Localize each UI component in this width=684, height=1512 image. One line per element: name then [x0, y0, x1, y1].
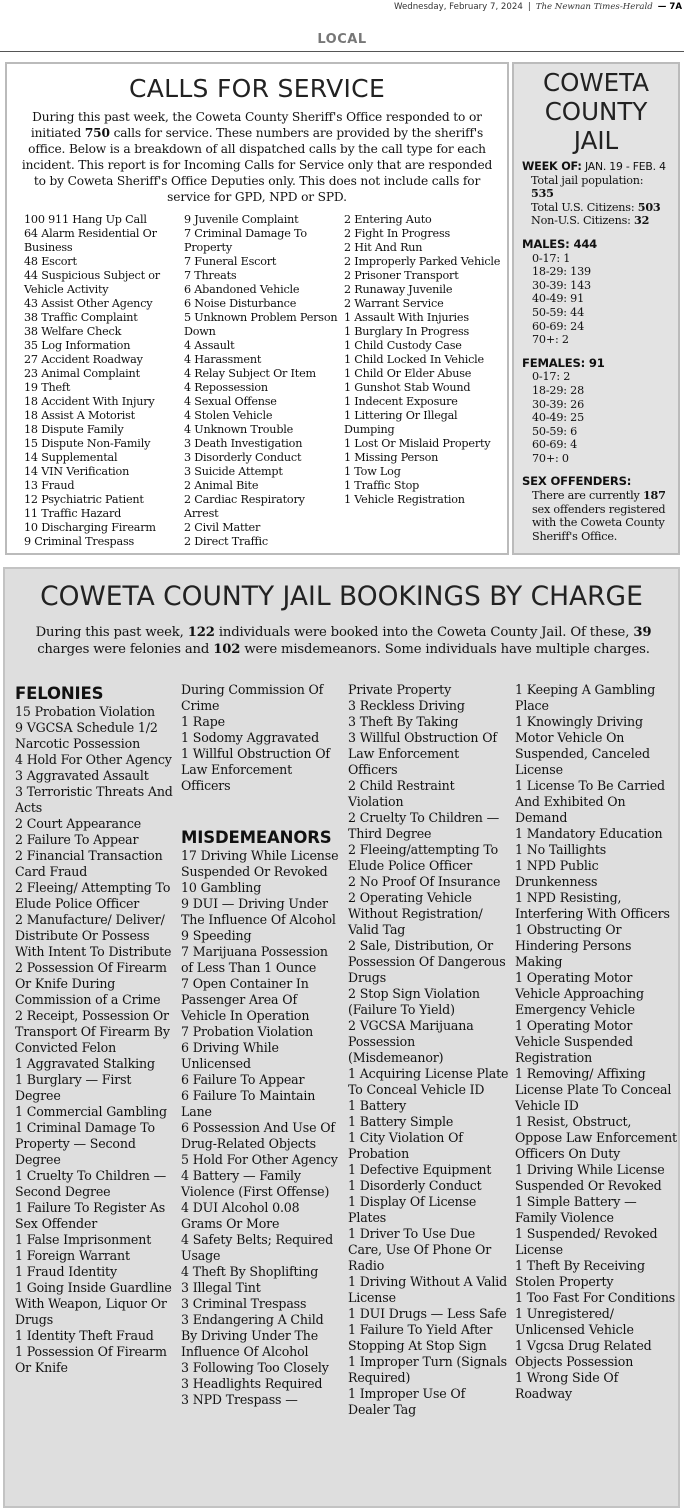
- charge-item: 1 Aggravated Stalking: [15, 1056, 155, 1071]
- charge-item: 1 Fraud Identity: [15, 1264, 117, 1279]
- charge-item: 2 Cruelty To Children — Third Degree: [348, 810, 500, 841]
- call-item: 4 Harassment: [184, 353, 262, 366]
- males-age-row: 50-59: 44: [532, 305, 585, 319]
- call-item: 2 Civil Matter: [184, 521, 261, 534]
- males-heading: MALES: 444: [522, 236, 598, 251]
- charge-item: 9 Speeding: [181, 928, 252, 943]
- charge-item: 3 Terroristic Threats And Acts: [15, 784, 173, 815]
- bookings-title: COWETA COUNTY JAIL BOOKINGS BY CHARGE: [40, 581, 643, 612]
- jail-stats-box: [512, 62, 680, 555]
- calls-intro: During this past week, the Coweta County Sheriff's Office responded to or initiated 750 calls for service. These numbers are provided by the sheriff's office. Below is a breakdown of all dispatched calls by the call type for each incident. This report is for Incoming Calls for Service only that are responded to by Coweta Sheriff's Office Deputies only. This does not include calls for service for GPD, NPD or SPD.: [21, 110, 493, 204]
- call-item: 1 Gunshot Stab Wound: [344, 381, 471, 394]
- charge-item: 1 Unregistered/ Unlicensed Vehicle: [515, 1306, 634, 1337]
- charge-item: Private Property: [348, 682, 452, 697]
- males-age-row: 0-17: 1: [532, 251, 571, 265]
- call-item: 2 Animal Bite: [184, 479, 259, 492]
- charge-item: 1 Vgcsa Drug Related Objects Possession: [515, 1338, 652, 1369]
- charge-item: 1 Possession Of Firearm Or Knife: [15, 1344, 167, 1375]
- issue-date: Wednesday, February 7, 2024: [393, 2, 523, 12]
- call-item: 1 Assault With Injuries: [344, 311, 469, 324]
- charge-item: 9 DUI — Driving Under The Influence Of Alcohol: [181, 896, 336, 927]
- call-item: 14 VIN Verification: [24, 465, 130, 478]
- call-item: 7 Funeral Escort: [184, 255, 277, 268]
- charge-item: 1 No Taillights: [515, 842, 607, 857]
- charge-item: 6 Possession And Use Of Drug-Related Objects: [181, 1120, 335, 1151]
- charge-item: 3 Aggravated Assault: [15, 768, 149, 783]
- charge-item: 2 Operating Vehicle Without Registration/ Valid Tag: [348, 890, 483, 937]
- calls-column-3: [344, 213, 506, 507]
- charge-item: 1 Disorderly Conduct: [348, 1178, 482, 1193]
- charge-item: 3 NPD Trespass —: [181, 1392, 298, 1407]
- call-item: 1 Vehicle Registration: [344, 493, 465, 506]
- females-heading: FEMALES: 91: [522, 355, 605, 370]
- charge-item: 3 Headlights Required: [181, 1376, 323, 1391]
- week-of: WEEK OF: JAN. 19 - FEB. 4: [522, 160, 666, 173]
- charge-item: 3 Theft By Taking: [348, 714, 459, 729]
- charge-item: 3 Illegal Tint: [181, 1280, 261, 1295]
- charge-item: 1 Battery Simple: [348, 1114, 454, 1129]
- charge-item: 1 NPD Resisting, Interfering With Officers: [515, 890, 670, 921]
- males-age-row: 30-39: 143: [532, 278, 591, 292]
- bookings-box: [3, 567, 680, 1508]
- call-item: 2 Runaway Juvenile: [344, 283, 453, 296]
- charge-item: 1 Failure To Register As Sex Offender: [15, 1200, 166, 1231]
- bookings-column-4: [515, 682, 677, 1402]
- charge-item: 5 Hold For Other Agency: [181, 1152, 338, 1167]
- call-item: 1 Child Or Elder Abuse: [344, 367, 472, 380]
- calls-title: CALLS FOR SERVICE: [128, 74, 386, 103]
- calls-count: 750: [84, 125, 110, 140]
- charge-item: 1 Acquiring License Plate To Conceal Vehicle ID: [348, 1066, 509, 1097]
- call-item: 18 Assist A Motorist: [24, 409, 135, 422]
- charge-item: 2 Fleeing/ Attempting To Elude Police Officer: [15, 880, 171, 911]
- charge-item: 1 False Imprisonment: [15, 1232, 152, 1247]
- females-age-row: 50-59: 6: [532, 424, 578, 438]
- charge-item: 1 Keeping A Gambling Place: [515, 682, 656, 713]
- bookings-intro: During this past week, 122 individuals were booked into the Coweta County Jail. Of these, 39 charges were felonies and 102 were misdemeanors. Some individuals have multiple charges.: [35, 625, 652, 657]
- males-age-row: 18-29: 139: [532, 265, 591, 279]
- charge-item: 1 Sodomy Aggravated: [181, 730, 320, 745]
- charge-item: 2 Receipt, Possession Or Transport Of Firearm By Convicted Felon: [15, 1008, 170, 1055]
- charge-item: 1 Simple Battery — Family Violence: [515, 1194, 637, 1225]
- charge-item: 6 Failure To Maintain Lane: [181, 1088, 316, 1119]
- charge-item: 1 City Violation Of Probation: [348, 1130, 463, 1161]
- charge-item: 1 Cruelty To Children — Second Degree: [15, 1168, 167, 1199]
- page-header: Wednesday, February 7, 2024 | The Newnan Times-Herald — 7A: [393, 2, 682, 12]
- bookings-column-2: [181, 682, 343, 1408]
- charge-item: 1 Operating Motor Vehicle Suspended Registration: [515, 1018, 633, 1065]
- call-item: 35 Log Information: [24, 339, 131, 352]
- charge-item: 9 VGCSA Schedule 1/2 Narcotic Possession: [15, 720, 158, 751]
- charge-item: 1 Too Fast For Conditions: [515, 1290, 676, 1305]
- call-item: 19 Theft: [24, 381, 71, 394]
- charge-item: 1 Operating Motor Vehicle Approaching Emergency Vehicle: [515, 970, 644, 1017]
- charge-item: 3 Following Too Closely: [181, 1360, 329, 1375]
- charge-item: 1 Display Of License Plates: [348, 1194, 477, 1225]
- charge-item: 7 Marijuana Possession of Less Than 1 Ounce: [181, 944, 328, 975]
- jail-title: COWETA COUNTY JAIL: [543, 68, 649, 155]
- charge-item: 2 Court Appearance: [15, 816, 142, 831]
- charge-item: 2 Child Restraint Violation: [348, 778, 455, 809]
- call-item: 44 Suspicious Subject or Vehicle Activity: [24, 269, 160, 296]
- call-item: 3 Disorderly Conduct: [184, 451, 302, 464]
- call-item: 4 Sexual Offense: [184, 395, 277, 408]
- charge-item: 4 DUI Alcohol 0.08 Grams Or More: [181, 1200, 300, 1231]
- call-item: 5 Unknown Problem Person Down: [184, 311, 338, 338]
- charge-item: 1 Defective Equipment: [348, 1162, 492, 1177]
- call-item: 38 Traffic Complaint: [24, 311, 138, 324]
- females-age-row: 0-17: 2: [532, 370, 571, 384]
- call-item: 15 Dispute Non-Family: [24, 437, 151, 450]
- call-item: 9 Juvenile Complaint: [184, 213, 299, 226]
- charge-item: 1 Going Inside Guardline With Weapon, Liquor Or Drugs: [15, 1280, 172, 1327]
- call-item: 4 Assault: [184, 339, 235, 352]
- charge-item: 1 DUI Drugs — Less Safe: [348, 1306, 507, 1321]
- charge-item: 2 Stop Sign Violation (Failure To Yield): [348, 986, 480, 1017]
- call-item: 4 Unknown Trouble: [184, 423, 294, 436]
- call-item: 27 Accident Roadway: [24, 353, 143, 366]
- call-item: 4 Stolen Vehicle: [184, 409, 273, 422]
- charge-item: 1 Driver To Use Due Care, Use Of Phone Or Radio: [348, 1226, 492, 1273]
- charge-item: 3 Willful Obstruction Of Law Enforcement Officers: [348, 730, 497, 777]
- calls-for-service-box: [5, 62, 509, 555]
- charge-item: 2 No Proof Of Insurance: [348, 874, 501, 889]
- call-item: 1 Tow Log: [344, 465, 401, 478]
- section-label: LOCAL: [317, 32, 367, 47]
- charge-item: 1 Burglary — First Degree: [15, 1072, 132, 1103]
- charge-item: 1 Criminal Damage To Property — Second Degree: [15, 1120, 155, 1167]
- charge-item: 4 Theft By Shoplifting: [181, 1264, 319, 1279]
- charge-item: 1 License To Be Carried And Exhibited On Demand: [515, 778, 665, 825]
- charge-item: 2 Possession Of Firearm Or Knife During Commission of a Crime: [15, 960, 167, 1007]
- charge-item: 2 Financial Transaction Card Fraud: [15, 848, 163, 879]
- charge-item: 1 Foreign Warrant: [15, 1248, 130, 1263]
- charge-item: 7 Open Container In Passenger Area Of Vehicle In Operation: [181, 976, 310, 1023]
- charge-item: 2 VGCSA Marijuana Possession (Misdemeanor): [348, 1018, 474, 1065]
- felonies-heading: FELONIES: [15, 684, 104, 703]
- charge-item: 1 Theft By Receiving Stolen Property: [515, 1258, 645, 1289]
- charge-item: 4 Battery — Family Violence (First Offense): [181, 1168, 330, 1199]
- paper-name: The Newnan Times-Herald: [535, 2, 653, 12]
- charge-item: 1 Improper Turn (Signals Required): [348, 1354, 507, 1385]
- sex-offenders-text: There are currently 187 sex offenders registered with the Coweta County Sheriff's Office.: [532, 488, 666, 543]
- charge-item: 3 Reckless Driving: [348, 698, 465, 713]
- charge-item: 3 Criminal Trespass: [181, 1296, 307, 1311]
- call-item: 6 Abandoned Vehicle: [184, 283, 300, 296]
- charge-item: 2 Failure To Appear: [15, 832, 139, 847]
- non-us-citizens: Non-U.S. Citizens: 32: [531, 213, 650, 228]
- charge-item: 6 Failure To Appear: [181, 1072, 305, 1087]
- call-item: 14 Supplemental: [24, 451, 118, 464]
- call-item: 23 Animal Complaint: [24, 367, 140, 380]
- call-item: 2 Improperly Parked Vehicle: [344, 255, 501, 268]
- charge-item: 10 Gambling: [181, 880, 262, 895]
- females-age-row: 30-39: 26: [532, 397, 585, 411]
- call-item: 9 Criminal Trespass: [24, 535, 135, 548]
- call-item: 2 Cardiac Respiratory Arrest: [184, 493, 305, 520]
- males-age-row: 60-69: 24: [532, 319, 585, 333]
- charge-item: During Commission Of Crime: [181, 682, 324, 713]
- call-item: 1 Indecent Exposure: [344, 395, 458, 408]
- call-item: 2 Prisoner Transport: [344, 269, 459, 282]
- charge-item: 1 Rape: [181, 714, 225, 729]
- charge-item: 1 NPD Public Drunkenness: [515, 858, 599, 889]
- charge-item: 1 Resist, Obstruct, Oppose Law Enforcement Officers On Duty: [515, 1114, 677, 1161]
- call-item: 1 Littering Or Illegal Dumping: [344, 409, 458, 436]
- males-age-row: 40-49: 91: [532, 292, 585, 306]
- charge-item: 6 Driving While Unlicensed: [181, 1040, 279, 1071]
- charge-item: 17 Driving While License Suspended Or Revoked: [181, 848, 339, 879]
- charge-item: 15 Probation Violation: [15, 704, 155, 719]
- page-number: — 7A: [657, 2, 682, 12]
- charge-item: 1 Suspended/ Revoked License: [515, 1226, 658, 1257]
- call-item: 2 Hit And Run: [344, 241, 423, 254]
- females-age-row: 60-69: 4: [532, 438, 578, 452]
- call-item: 11 Traffic Hazard: [24, 507, 122, 520]
- charge-item: 1 Commercial Gambling: [15, 1104, 167, 1119]
- charge-item: 1 Improper Use Of Dealer Tag: [348, 1386, 466, 1417]
- call-item: 10 Discharging Firearm: [24, 521, 156, 534]
- sex-offenders-heading: SEX OFFENDERS:: [522, 474, 632, 489]
- charge-item: 1 Willful Obstruction Of Law Enforcement Officers: [181, 746, 330, 793]
- call-item: 6 Noise Disturbance: [184, 297, 297, 310]
- call-item: 100 911 Hang Up Call: [24, 213, 147, 226]
- call-item: 4 Repossession: [184, 381, 268, 394]
- charge-item: 1 Obstructing Or Hindering Persons Making: [515, 922, 632, 969]
- call-item: 13 Fraud: [24, 479, 75, 492]
- section-banner: [0, 30, 684, 52]
- charge-item: 4 Hold For Other Agency: [15, 752, 172, 767]
- call-item: 1 Child Custody Case: [344, 339, 462, 352]
- total-population: Total jail population:: [531, 173, 644, 187]
- call-item: 43 Assist Other Agency: [24, 297, 153, 310]
- charge-item: 1 Driving While License Suspended Or Revoked: [515, 1162, 665, 1193]
- call-item: 18 Dispute Family: [24, 423, 124, 436]
- misdemeanors-heading: MISDEMEANORS: [181, 828, 332, 847]
- charge-item: 1 Driving Without A Valid License: [348, 1274, 508, 1305]
- charge-item: 2 Fleeing/attempting To Elude Police Officer: [348, 842, 499, 873]
- calls-column-2: [184, 213, 342, 549]
- females-breakdown: [522, 370, 678, 465]
- males-age-row: 70+: 2: [532, 333, 569, 347]
- charge-item: 1 Wrong Side Of Roadway: [515, 1370, 619, 1401]
- females-age-row: 40-49: 25: [532, 411, 585, 425]
- call-item: 3 Death Investigation: [184, 437, 303, 450]
- call-item: 2 Entering Auto: [344, 213, 432, 226]
- call-item: 48 Escort: [24, 255, 77, 268]
- males-breakdown: [522, 252, 678, 347]
- charge-item: 2 Sale, Distribution, Or Possession Of Dangerous Drugs: [348, 938, 506, 985]
- call-item: 38 Welfare Check: [24, 325, 122, 338]
- charge-item: 7 Probation Violation: [181, 1024, 314, 1039]
- call-item: 4 Relay Subject Or Item: [184, 367, 316, 380]
- charge-item: 1 Removing/ Affixing License Plate To Conceal Vehicle ID: [515, 1066, 672, 1113]
- jail-info: WEEK OF: JAN. 19 - FEB. 4 Total jail population: 535 Total U.S. Citizens: 503 Non-U.S. Citizens: 32 MALES: 444 0-17: 1 18-29: 139 30-39: 143 40-49: 91 50-59: 44 60-69: 24 70+: 2 FEMALES: 91 0-17: 2 18-29: 28 30-39: 26 40-49: 25 50-59: 6 60-69: 4 70+: 0 SEX OFFENDERS: There are currently 187 sex offenders registered with the Coweta County Sheriff's Office.: [522, 160, 678, 543]
- bookings-column-1: [15, 684, 175, 1376]
- bookings-column-3: [348, 682, 510, 1418]
- call-item: 1 Traffic Stop: [344, 479, 420, 492]
- females-age-row: 70+: 0: [532, 451, 569, 465]
- charge-item: 1 Identity Theft Fraud: [15, 1328, 154, 1343]
- call-item: 1 Missing Person: [344, 451, 439, 464]
- charge-item: 2 Manufacture/ Deliver/ Distribute Or Possess With Intent To Distribute: [15, 912, 172, 959]
- call-item: 12 Psychiatric Patient: [24, 493, 144, 506]
- call-item: 18 Accident With Injury: [24, 395, 155, 408]
- charge-item: 3 Endangering A Child By Driving Under The Influence Of Alcohol: [181, 1312, 324, 1359]
- call-item: 2 Fight In Progress: [344, 227, 451, 240]
- charge-item: 1 Mandatory Education: [515, 826, 663, 841]
- call-item: 2 Direct Traffic: [184, 535, 268, 548]
- charge-item: 4 Safety Belts; Required Usage: [181, 1232, 334, 1263]
- females-age-row: 18-29: 28: [532, 383, 585, 397]
- charge-item: 1 Failure To Yield After Stopping At Stop Sign: [348, 1322, 493, 1353]
- calls-column-1: [24, 213, 182, 549]
- call-item: 3 Suicide Attempt: [184, 465, 283, 478]
- call-item: 7 Threats: [184, 269, 237, 282]
- call-item: 64 Alarm Residential Or Business: [24, 227, 157, 254]
- call-item: 1 Burglary In Progress: [344, 325, 470, 338]
- call-item: 2 Warrant Service: [344, 297, 444, 310]
- call-item: 1 Lost Or Mislaid Property: [344, 437, 491, 450]
- call-item: 7 Criminal Damage To Property: [184, 227, 307, 254]
- charge-item: 1 Battery: [348, 1098, 407, 1113]
- call-item: 1 Child Locked In Vehicle: [344, 353, 484, 366]
- charge-item: 1 Knowingly Driving Motor Vehicle On Suspended, Canceled License: [515, 714, 650, 777]
- us-citizens: Total U.S. Citizens: 503: [531, 199, 661, 214]
